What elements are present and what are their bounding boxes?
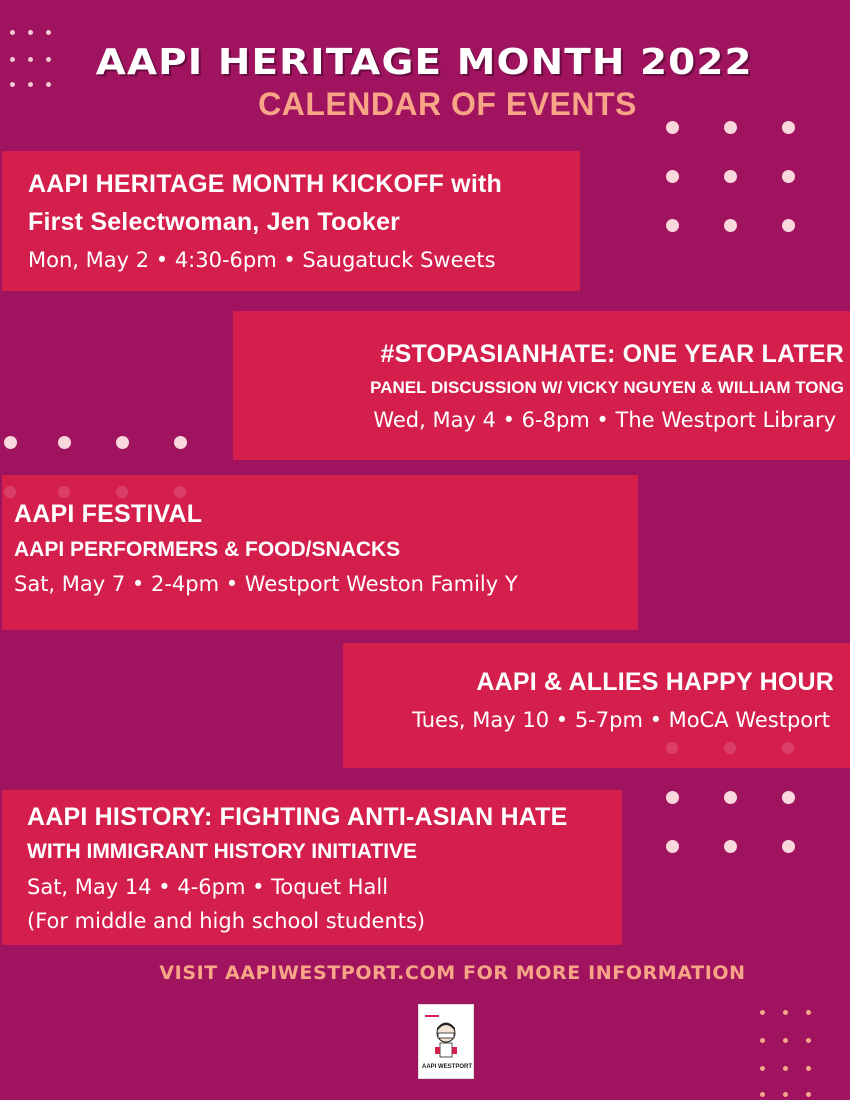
event-subtitle: PANEL DISCUSSION W/ VICKY NGUYEN & WILLIAM TONG bbox=[370, 378, 844, 397]
event-card-history bbox=[2, 790, 622, 945]
event-subtitle: WITH IMMIGRANT HISTORY INITIATIVE bbox=[27, 840, 418, 863]
event-details: Sat, May 7 • 2-4pm • Westport Weston Family Y bbox=[14, 572, 518, 596]
event-card-festival bbox=[2, 475, 638, 630]
event-title: AAPI HISTORY: FIGHTING ANTI-ASIAN HATE bbox=[27, 803, 568, 831]
event-card-kickoff bbox=[2, 151, 580, 291]
page-subtitle: CALENDAR OF EVENTS bbox=[258, 86, 637, 122]
decor-dot bbox=[724, 219, 737, 232]
decor-dot bbox=[174, 486, 186, 498]
event-subtitle: AAPI PERFORMERS & FOOD/SNACKS bbox=[14, 538, 401, 561]
decor-dot bbox=[724, 742, 736, 754]
event-title: First Selectwoman, Jen Tooker bbox=[28, 208, 401, 236]
decor-dot bbox=[58, 436, 71, 449]
decor-dot bbox=[174, 436, 187, 449]
footer-visit-link: VISIT AAPIWESTPORT.COM FOR MORE INFORMATION bbox=[159, 962, 746, 984]
aapi-westport-logo bbox=[418, 1004, 474, 1079]
decor-dot bbox=[782, 840, 795, 853]
event-details: Tues, May 10 • 5-7pm • MoCA Westport bbox=[412, 708, 830, 732]
decor-dot bbox=[783, 1038, 788, 1043]
decor-dot bbox=[782, 219, 795, 232]
event-card-stopasianhate bbox=[233, 311, 850, 460]
event-title: #STOPASIANHATE: ONE YEAR LATER bbox=[380, 340, 844, 368]
decor-dot bbox=[760, 1010, 765, 1015]
logo-label: AAPI WESTPORT bbox=[421, 1064, 472, 1070]
decor-dot bbox=[116, 486, 128, 498]
event-details: Mon, May 2 • 4:30-6pm • Saugatuck Sweets bbox=[28, 248, 496, 272]
decor-dot bbox=[724, 170, 737, 183]
decor-dot bbox=[10, 30, 15, 35]
decor-dot bbox=[46, 30, 51, 35]
decor-dot bbox=[806, 1038, 811, 1043]
event-card-happy-hour bbox=[343, 643, 850, 768]
decor-dot bbox=[724, 840, 737, 853]
decor-dot bbox=[782, 791, 795, 804]
decor-dot bbox=[760, 1066, 765, 1071]
decor-dot bbox=[806, 1066, 811, 1071]
decor-dot bbox=[760, 1092, 765, 1097]
decor-dot bbox=[806, 1092, 811, 1097]
event-title: AAPI & ALLIES HAPPY HOUR bbox=[476, 668, 834, 696]
decor-dot bbox=[666, 791, 679, 804]
decor-dot bbox=[666, 219, 679, 232]
decor-dot bbox=[806, 1010, 811, 1015]
decor-dot bbox=[116, 436, 129, 449]
decor-dot bbox=[724, 791, 737, 804]
decor-dot bbox=[4, 436, 17, 449]
decor-dot bbox=[783, 1010, 788, 1015]
decor-dot bbox=[666, 170, 679, 183]
decor-dot bbox=[783, 1066, 788, 1071]
page-title: AAPI HERITAGE MONTH 2022 bbox=[95, 42, 753, 83]
event-title: AAPI FESTIVAL bbox=[14, 500, 203, 528]
decor-dot bbox=[782, 170, 795, 183]
event-title: AAPI HERITAGE MONTH KICKOFF with bbox=[28, 170, 502, 198]
decor-dot bbox=[28, 30, 33, 35]
event-details: Wed, May 4 • 6-8pm • The Westport Library bbox=[373, 408, 836, 432]
decor-dot bbox=[666, 742, 678, 754]
event-note: (For middle and high school students) bbox=[27, 909, 426, 933]
event-details: Sat, May 14 • 4-6pm • Toquet Hall bbox=[27, 875, 389, 899]
decor-dot bbox=[58, 486, 70, 498]
decor-dot bbox=[783, 1092, 788, 1097]
decor-dot bbox=[760, 1038, 765, 1043]
decor-dot bbox=[4, 486, 16, 498]
aapi-westport-logo-icon bbox=[419, 1009, 473, 1069]
decor-dot bbox=[782, 742, 794, 754]
decor-dot bbox=[666, 840, 679, 853]
